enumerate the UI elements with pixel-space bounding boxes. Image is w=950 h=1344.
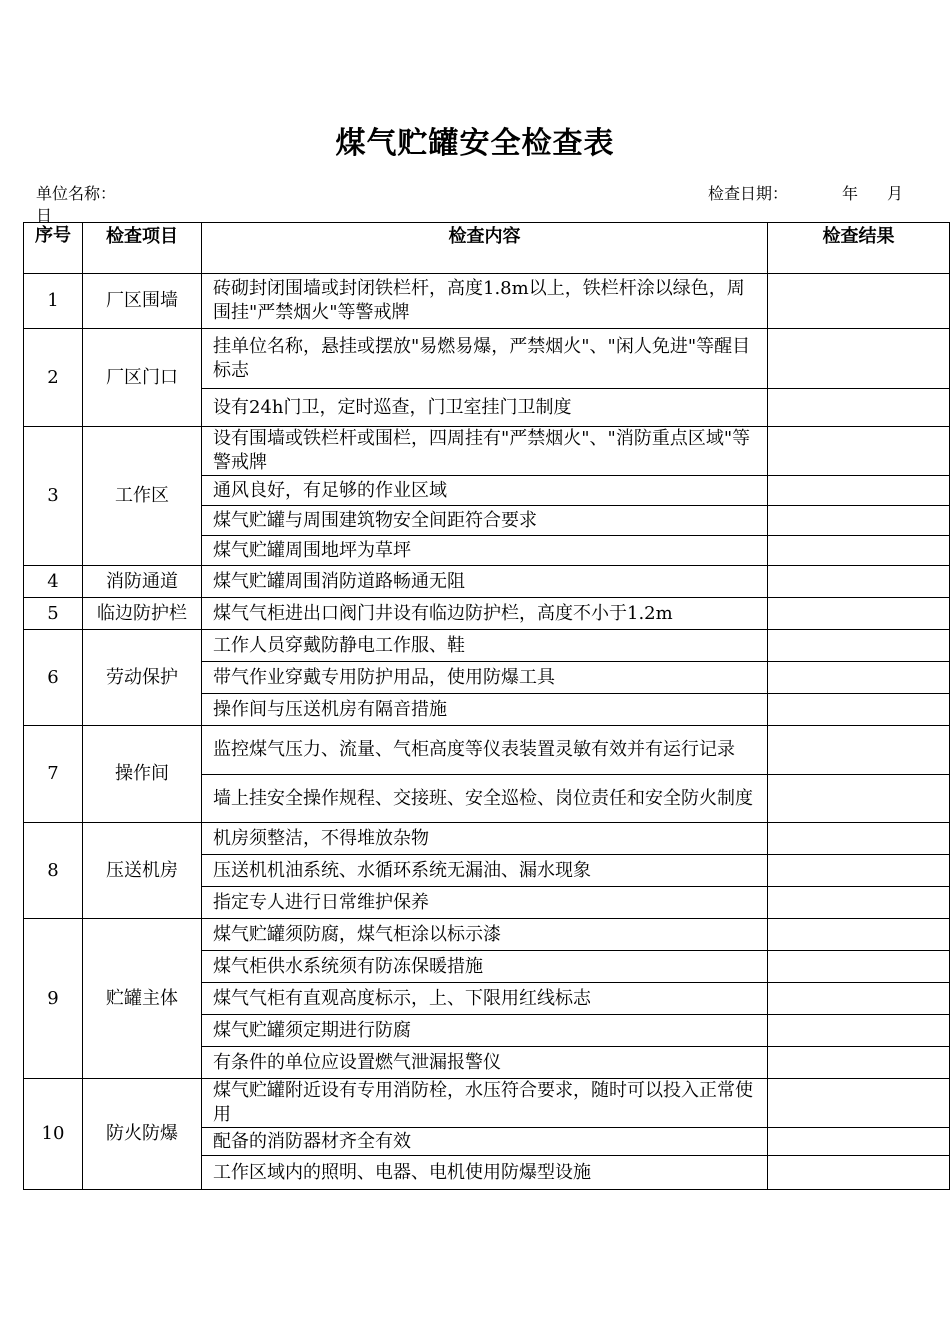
row-result-cell[interactable] bbox=[768, 855, 950, 887]
row-content: 砖砌封闭围墙或封闭铁栏杆，高度1.8m以上，铁栏杆涂以绿色，周围挂"严禁烟火"等警戒牌 bbox=[202, 274, 768, 329]
row-content: 设有24h门卫，定时巡查，门卫室挂门卫制度 bbox=[202, 389, 768, 427]
row-content: 煤气贮罐须防腐，煤气柜涂以标示漆 bbox=[202, 919, 768, 951]
row-item: 贮罐主体 bbox=[83, 919, 202, 1079]
row-result-cell[interactable] bbox=[768, 506, 950, 536]
row-result-cell[interactable] bbox=[768, 726, 950, 775]
row-result-cell[interactable] bbox=[768, 983, 950, 1015]
row-result-cell[interactable] bbox=[768, 1079, 950, 1128]
row-content: 操作间与压送机房有隔音措施 bbox=[202, 694, 768, 726]
table-row bbox=[24, 329, 950, 389]
row-item: 厂区围墙 bbox=[83, 274, 202, 329]
row-content: 煤气贮罐附近设有专用消防栓，水压符合要求，随时可以投入正常使用 bbox=[202, 1079, 768, 1128]
row-content: 工作区域内的照明、电器、电机使用防爆型设施 bbox=[202, 1156, 768, 1190]
row-seq: 1 bbox=[24, 274, 83, 329]
table-row bbox=[24, 919, 950, 951]
row-result-cell[interactable] bbox=[768, 887, 950, 919]
row-item: 临边防护栏 bbox=[83, 598, 202, 630]
row-result-cell[interactable] bbox=[768, 389, 950, 427]
row-result-cell[interactable] bbox=[768, 823, 950, 855]
row-content: 挂单位名称，悬挂或摆放"易燃易爆，严禁烟火"、"闲人免进"等醒目标志 bbox=[202, 329, 768, 389]
row-seq: 6 bbox=[24, 630, 83, 726]
row-result-cell[interactable] bbox=[768, 662, 950, 694]
row-result-cell[interactable] bbox=[768, 598, 950, 630]
row-seq: 8 bbox=[24, 823, 83, 919]
row-item: 消防通道 bbox=[83, 566, 202, 598]
row-content: 煤气气柜进出口阀门井设有临边防护栏，高度不小于1.2m bbox=[202, 598, 768, 630]
header-content: 检查内容 bbox=[202, 223, 768, 274]
row-seq: 4 bbox=[24, 566, 83, 598]
unit-name-label: 单位名称： bbox=[36, 184, 117, 203]
row-content: 煤气贮罐周围消防道路畅通无阻 bbox=[202, 566, 768, 598]
row-result-cell[interactable] bbox=[768, 274, 950, 329]
row-result-cell[interactable] bbox=[768, 329, 950, 389]
table-row bbox=[24, 726, 950, 775]
row-content: 压送机机油系统、水循环系统无漏油、漏水现象 bbox=[202, 855, 768, 887]
inspection-table bbox=[23, 222, 950, 1190]
row-result-cell[interactable] bbox=[768, 694, 950, 726]
row-result-cell[interactable] bbox=[768, 427, 950, 476]
header-item: 检查项目 bbox=[83, 223, 202, 274]
row-seq: 2 bbox=[24, 329, 83, 427]
table-row bbox=[24, 427, 950, 476]
row-content: 煤气贮罐周围地坪为草坪 bbox=[202, 536, 768, 566]
table-row bbox=[24, 598, 950, 630]
year-label: 年 bbox=[842, 184, 859, 203]
row-result-cell[interactable] bbox=[768, 476, 950, 506]
row-content: 机房须整洁，不得堆放杂物 bbox=[202, 823, 768, 855]
row-result-cell[interactable] bbox=[768, 536, 950, 566]
row-content: 监控煤气压力、流量、气柜高度等仪表装置灵敏有效并有运行记录 bbox=[202, 726, 768, 775]
row-item: 劳动保护 bbox=[83, 630, 202, 726]
row-item: 压送机房 bbox=[83, 823, 202, 919]
row-content: 通风良好，有足够的作业区域 bbox=[202, 476, 768, 506]
row-seq: 7 bbox=[24, 726, 83, 823]
day-label: 日 bbox=[36, 206, 53, 225]
row-result-cell[interactable] bbox=[768, 1128, 950, 1156]
table-row bbox=[24, 630, 950, 662]
row-content: 煤气贮罐与周围建筑物安全间距符合要求 bbox=[202, 506, 768, 536]
table-row bbox=[24, 1079, 950, 1128]
row-result-cell[interactable] bbox=[768, 951, 950, 983]
row-seq: 3 bbox=[24, 427, 83, 566]
row-seq: 5 bbox=[24, 598, 83, 630]
page-title: 煤气贮罐安全检查表 bbox=[335, 126, 615, 161]
row-result-cell[interactable] bbox=[768, 919, 950, 951]
row-content: 设有围墙或铁栏杆或围栏，四周挂有"严禁烟火"、"消防重点区域"等警戒牌 bbox=[202, 427, 768, 476]
row-content: 煤气柜供水系统须有防冻保暖措施 bbox=[202, 951, 768, 983]
row-result-cell[interactable] bbox=[768, 775, 950, 823]
header-seq: 序号 bbox=[24, 223, 83, 274]
row-content: 工作人员穿戴防静电工作服、鞋 bbox=[202, 630, 768, 662]
header-result: 检查结果 bbox=[768, 223, 950, 274]
row-seq: 10 bbox=[24, 1079, 83, 1190]
row-item: 厂区门口 bbox=[83, 329, 202, 427]
row-result-cell[interactable] bbox=[768, 1047, 950, 1079]
row-content: 指定专人进行日常维护保养 bbox=[202, 887, 768, 919]
row-content: 配备的消防器材齐全有效 bbox=[202, 1128, 768, 1156]
row-item: 防火防爆 bbox=[83, 1079, 202, 1190]
row-result-cell[interactable] bbox=[768, 566, 950, 598]
table-row bbox=[24, 274, 950, 329]
row-result-cell[interactable] bbox=[768, 1015, 950, 1047]
check-date-label: 检查日期： bbox=[708, 184, 789, 203]
row-seq: 9 bbox=[24, 919, 83, 1079]
row-content: 有条件的单位应设置燃气泄漏报警仪 bbox=[202, 1047, 768, 1079]
row-item: 工作区 bbox=[83, 427, 202, 566]
row-content: 煤气气柜有直观高度标示，上、下限用红线标志 bbox=[202, 983, 768, 1015]
row-content: 墙上挂安全操作规程、交接班、安全巡检、岗位责任和安全防火制度 bbox=[202, 775, 768, 823]
table-row bbox=[24, 566, 950, 598]
row-result-cell[interactable] bbox=[768, 630, 950, 662]
row-content: 带气作业穿戴专用防护用品，使用防爆工具 bbox=[202, 662, 768, 694]
row-content: 煤气贮罐须定期进行防腐 bbox=[202, 1015, 768, 1047]
table-row bbox=[24, 823, 950, 855]
month-label: 月 bbox=[887, 184, 904, 203]
table-header-row bbox=[24, 223, 950, 274]
row-result-cell[interactable] bbox=[768, 1156, 950, 1190]
row-item: 操作间 bbox=[83, 726, 202, 823]
